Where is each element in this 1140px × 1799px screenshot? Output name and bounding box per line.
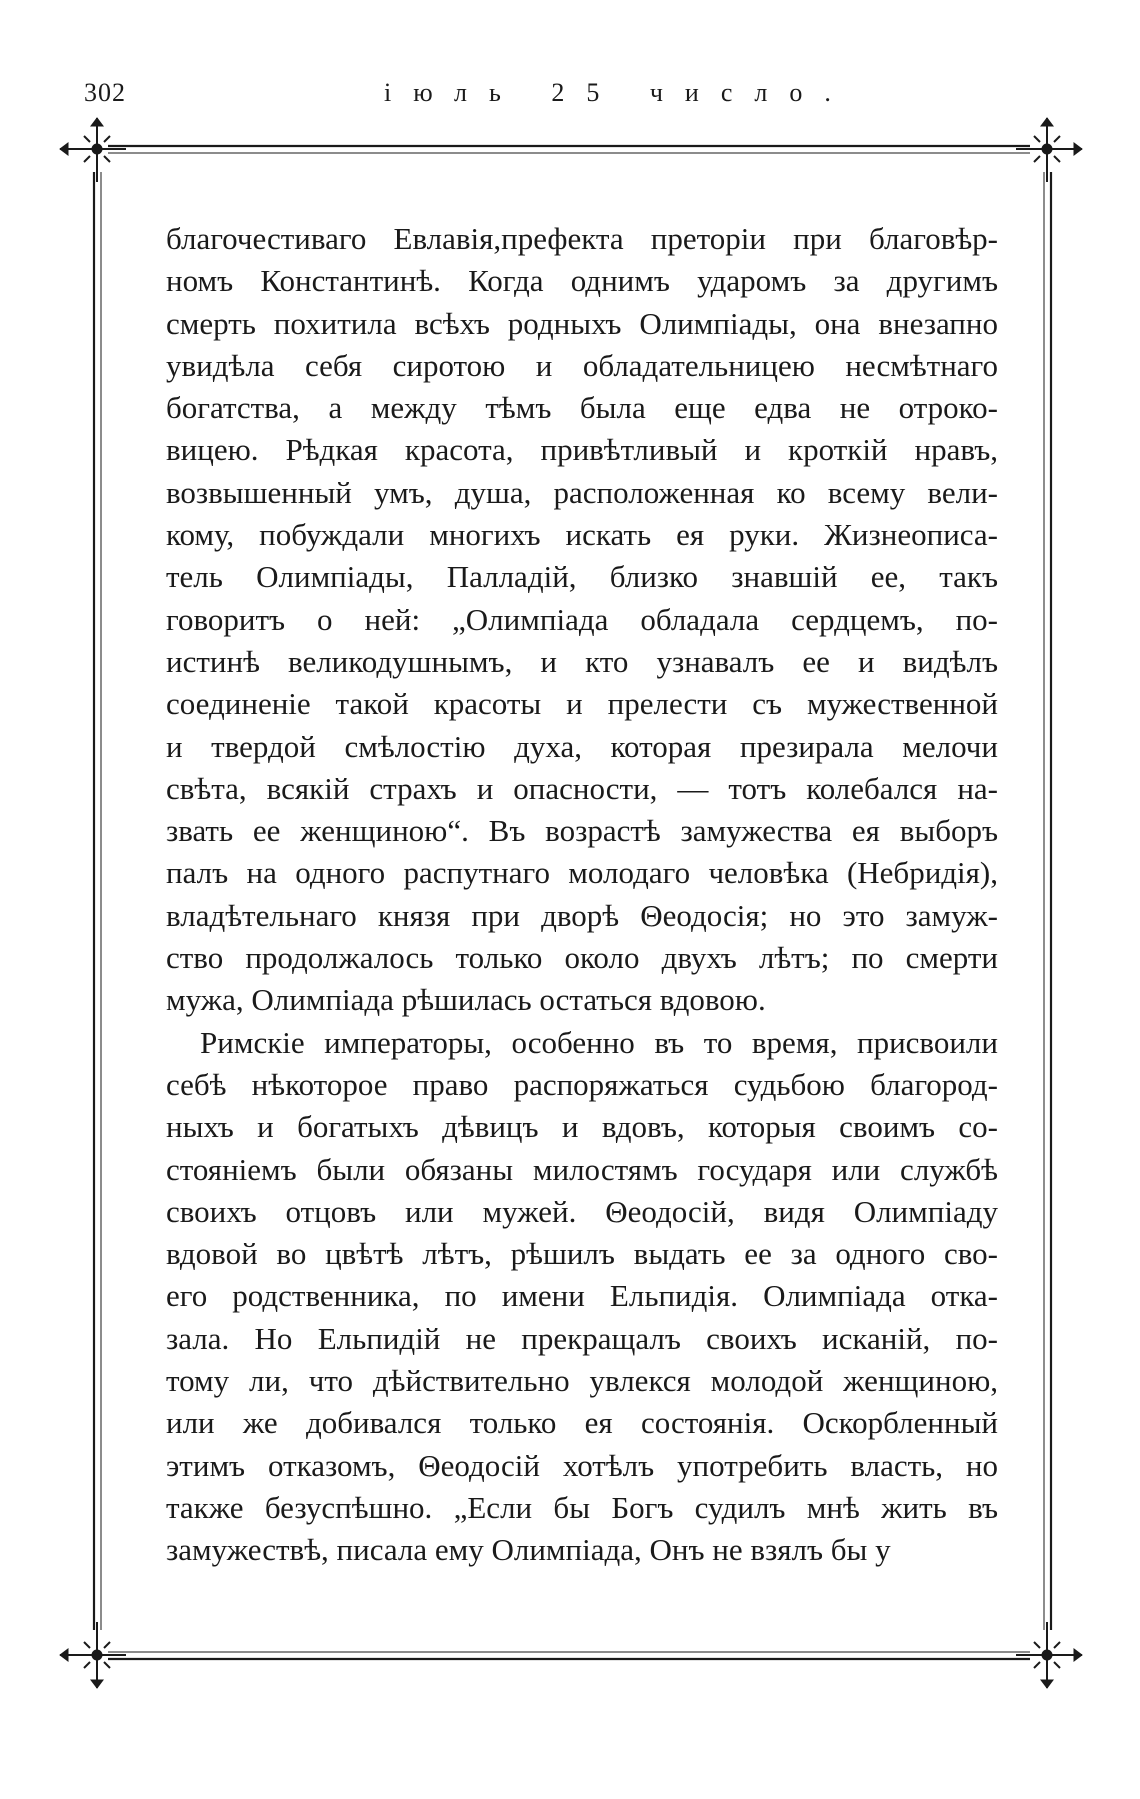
text-line: увидѣла себя сиротою и обладательницею несмѣтнаго — [166, 347, 998, 383]
text-line: стояніемъ были обязаны милостямъ государя или службѣ — [166, 1151, 998, 1187]
text-line: владѣтельнаго князя при дворѣ Θеодосія; но это замуж- — [166, 897, 998, 933]
text-line: соединеніе такой красоты и прелести съ мужественной — [166, 686, 998, 722]
corner-ornament-bottom-right — [1016, 1622, 1082, 1688]
text-line: своихъ отцовъ или мужей. Θеодосій, видя Олимпіаду — [166, 1193, 998, 1229]
text-line: свѣта, всякій страхъ и опасности, — тотъ колебался на- — [166, 770, 998, 806]
body-text — [166, 218, 998, 1572]
text-line: палъ на одного распутнаго молодаго человѣка (Небридія), — [166, 855, 998, 891]
text-line: истинѣ великодушнымъ, и кто узнавалъ ее и видѣлъ — [166, 643, 998, 679]
text-line: богатства, а между тѣмъ была еще едва не отроко- — [166, 390, 998, 426]
text-line: ныхъ и богатыхъ дѣвицъ и вдовъ, которыя своимъ со- — [166, 1109, 998, 1145]
page-number: 302 — [84, 78, 126, 107]
text-line: номъ Константинѣ. Когда однимъ ударомъ за другимъ — [166, 263, 998, 299]
text-line: вдовой во цвѣтѣ лѣтъ, рѣшилъ выдать ее за одного сво- — [166, 1236, 998, 1272]
text-line: себѣ нѣкоторое право распоряжаться судьбою благород- — [166, 1066, 998, 1102]
running-title: іюль 25 число. — [384, 78, 853, 107]
text-line: Римскіе императоры, особенно въ то время, присвоили — [200, 1024, 998, 1060]
corner-ornament-top-right — [1016, 118, 1082, 182]
text-line: и твердой смѣлостію духа, которая презирала мелочи — [166, 728, 998, 764]
text-line: звать ее женщиною“. Въ возрастѣ замужества ея выборъ — [166, 813, 998, 849]
text-line: замужествѣ, писала ему Олимпіада, Онъ не взялъ бы у — [166, 1532, 891, 1568]
text-line: благочестиваго Евлавія,префекта преторіи при благовѣр- — [166, 221, 998, 256]
text-line: вицею. Рѣдкая красота, привѣтливый и кроткій нравъ, — [166, 432, 998, 468]
text-line: зала. Но Ельпидій не прекращалъ своихъ исканій, по- — [166, 1320, 998, 1356]
paragraph — [166, 1022, 998, 1572]
text-line: этимъ отказомъ, Θеодосій хотѣлъ употребить власть, но — [166, 1447, 998, 1483]
text-line: тому ли, что дѣйствительно увлекся молодой женщиною, — [166, 1363, 998, 1399]
text-line: возвышенный умъ, душа, расположенная ко всему вели- — [166, 474, 998, 510]
text-line: также безуспѣшно. „Если бы Богъ судилъ мнѣ жить въ — [166, 1489, 998, 1525]
text-line: или же добивался только ея состоянія. Оскорбленный — [166, 1405, 998, 1441]
text-line: смерть похитила всѣхъ родныхъ Олимпіады, она внезапно — [166, 305, 998, 341]
paragraph — [166, 218, 998, 1022]
text-line: его родственника, по имени Ельпидія. Олимпіада отка- — [166, 1278, 998, 1314]
text-line: мужа, Олимпіада рѣшилась остаться вдовою. — [166, 982, 766, 1018]
text-line: тель Олимпіады, Палладій, близко знавшій ее, такъ — [166, 559, 998, 595]
text-line: говоритъ о ней: „Олимпіада обладала сердцемъ, по- — [166, 601, 998, 637]
text-line: ство продолжалось только около двухъ лѣтъ; по смерти — [166, 940, 998, 976]
corner-ornament-bottom-left — [60, 1622, 126, 1688]
text-line: кому, побуждали многихъ искать ея руки. Жизнеописа- — [166, 517, 998, 553]
